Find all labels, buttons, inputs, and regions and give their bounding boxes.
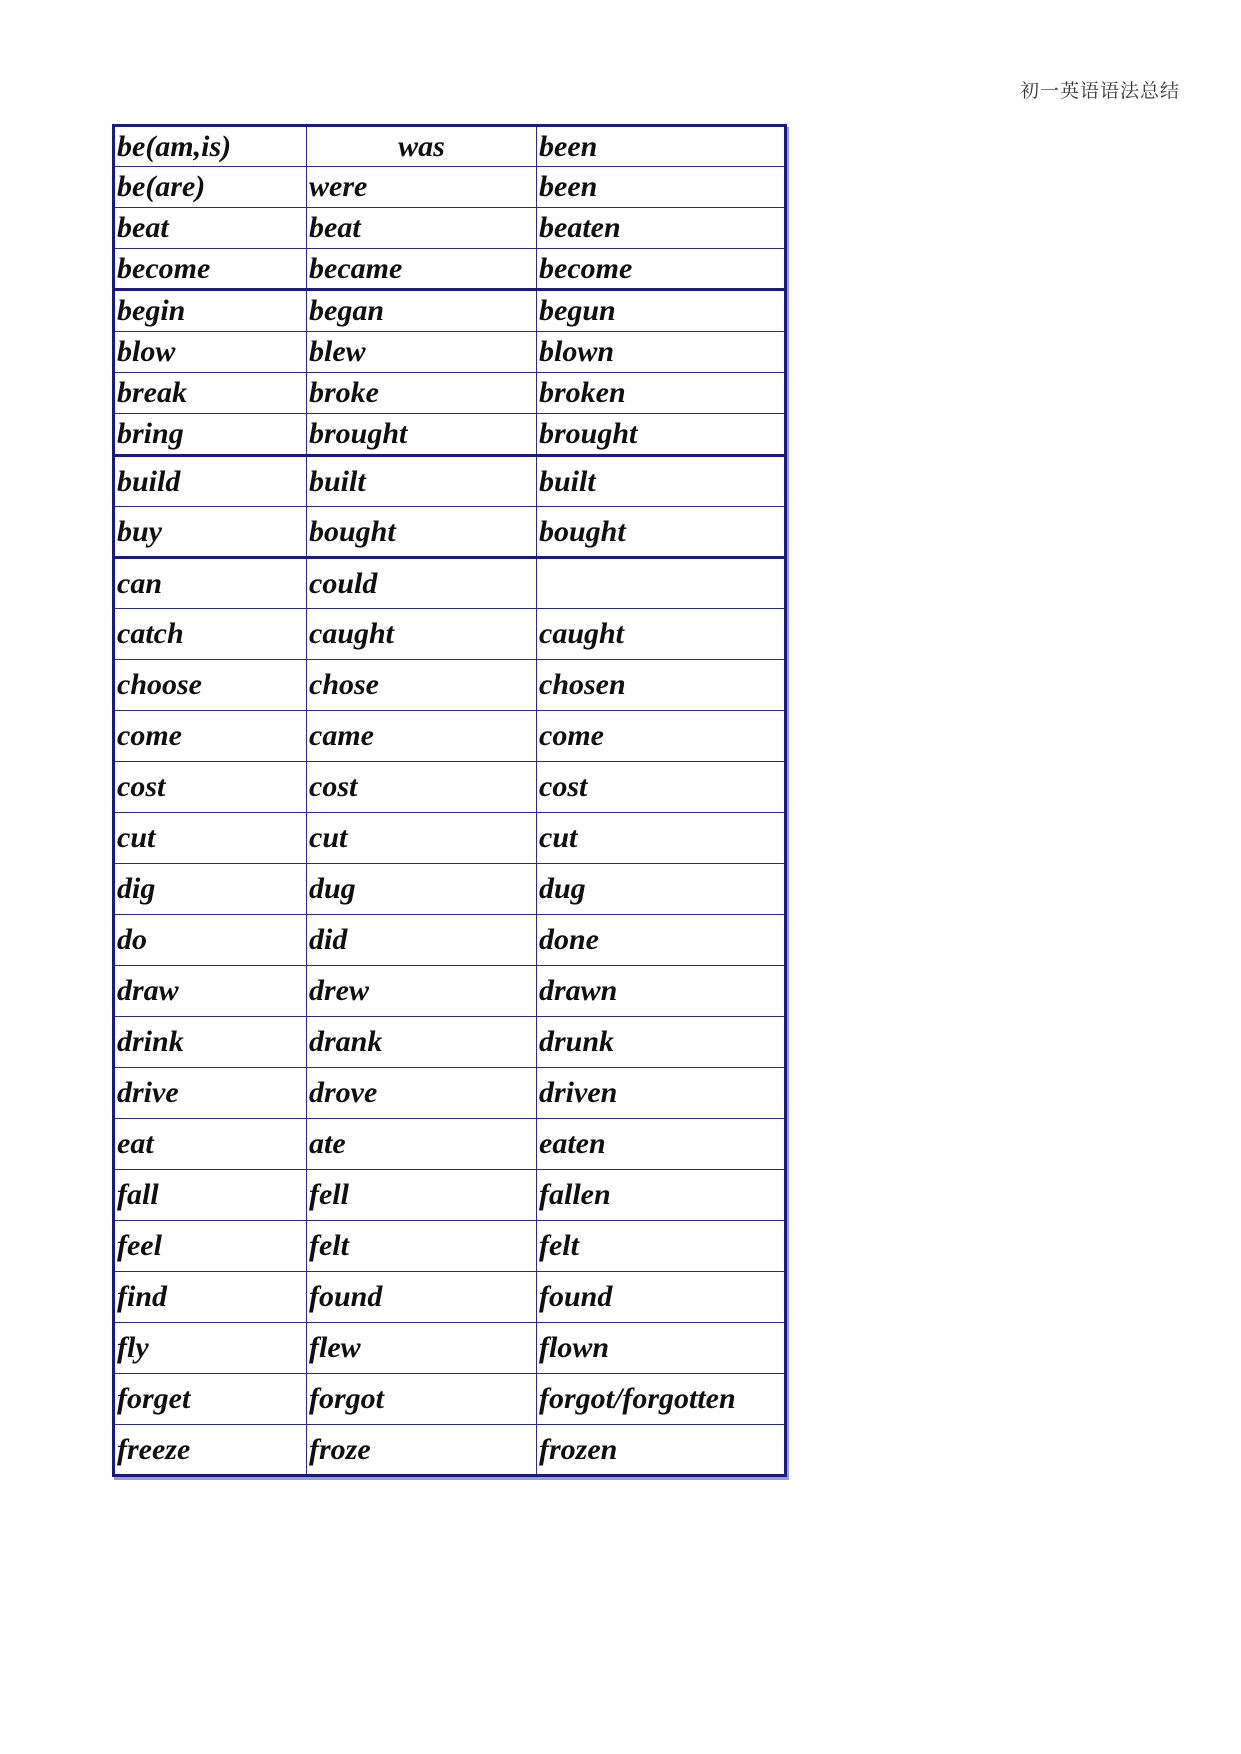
table-row: [114, 1425, 786, 1476]
past-participle-cell: caught: [537, 609, 786, 660]
table-row: [114, 1221, 786, 1272]
past-participle-cell: forgot/forgotten: [537, 1374, 786, 1425]
table-row: [114, 126, 786, 167]
table-row: [114, 1170, 786, 1221]
base-form-cell: build: [114, 456, 307, 507]
past-tense-cell: became: [307, 249, 537, 290]
base-form-cell: drink: [114, 1017, 307, 1068]
base-form-cell: draw: [114, 966, 307, 1017]
table-row: [114, 1374, 786, 1425]
past-participle-cell: become: [537, 249, 786, 290]
table-row: [114, 711, 786, 762]
past-participle-cell: eaten: [537, 1119, 786, 1170]
past-tense-cell: came: [307, 711, 537, 762]
base-form-cell: forget: [114, 1374, 307, 1425]
past-tense-cell: could: [307, 558, 537, 609]
past-tense-cell: were: [307, 167, 537, 208]
table-row: [114, 813, 786, 864]
base-form-cell: be(are): [114, 167, 307, 208]
past-participle-cell: chosen: [537, 660, 786, 711]
table-row: [114, 373, 786, 414]
table-row: [114, 290, 786, 332]
past-tense-cell: blew: [307, 332, 537, 373]
past-tense-cell: bought: [307, 507, 537, 558]
table-row: [114, 456, 786, 507]
base-form-cell: cost: [114, 762, 307, 813]
table-row: [114, 1017, 786, 1068]
base-form-cell: find: [114, 1272, 307, 1323]
table-row: [114, 208, 786, 249]
past-participle-cell: felt: [537, 1221, 786, 1272]
past-tense-cell: ate: [307, 1119, 537, 1170]
past-participle-cell: cost: [537, 762, 786, 813]
past-participle-cell: bought: [537, 507, 786, 558]
past-tense-cell: began: [307, 290, 537, 332]
past-participle-cell: dug: [537, 864, 786, 915]
past-participle-cell: begun: [537, 290, 786, 332]
table-row: [114, 1272, 786, 1323]
past-tense-cell: brought: [307, 414, 537, 456]
past-tense-cell: chose: [307, 660, 537, 711]
past-participle-cell: found: [537, 1272, 786, 1323]
past-tense-cell: drove: [307, 1068, 537, 1119]
base-form-cell: dig: [114, 864, 307, 915]
past-participle-cell: fallen: [537, 1170, 786, 1221]
past-tense-cell: was: [307, 126, 537, 167]
past-participle-cell: been: [537, 167, 786, 208]
past-participle-cell: driven: [537, 1068, 786, 1119]
table-row: [114, 864, 786, 915]
past-tense-cell: cut: [307, 813, 537, 864]
base-form-cell: break: [114, 373, 307, 414]
base-form-cell: freeze: [114, 1425, 307, 1476]
past-participle-cell: cut: [537, 813, 786, 864]
verb-table-body: [114, 126, 786, 1476]
base-form-cell: drive: [114, 1068, 307, 1119]
past-tense-cell: drank: [307, 1017, 537, 1068]
base-form-cell: fall: [114, 1170, 307, 1221]
table-row: [114, 414, 786, 456]
past-participle-cell: been: [537, 126, 786, 167]
base-form-cell: buy: [114, 507, 307, 558]
base-form-cell: beat: [114, 208, 307, 249]
table-row: [114, 1119, 786, 1170]
table-row: [114, 762, 786, 813]
past-tense-cell: dug: [307, 864, 537, 915]
base-form-cell: cut: [114, 813, 307, 864]
past-tense-cell: flew: [307, 1323, 537, 1374]
past-participle-cell: come: [537, 711, 786, 762]
base-form-cell: begin: [114, 290, 307, 332]
base-form-cell: fly: [114, 1323, 307, 1374]
table-row: [114, 915, 786, 966]
base-form-cell: catch: [114, 609, 307, 660]
base-form-cell: blow: [114, 332, 307, 373]
past-tense-cell: broke: [307, 373, 537, 414]
base-form-cell: feel: [114, 1221, 307, 1272]
past-tense-cell: beat: [307, 208, 537, 249]
past-participle-cell: frozen: [537, 1425, 786, 1476]
past-tense-cell: felt: [307, 1221, 537, 1272]
base-form-cell: be(am,is): [114, 126, 307, 167]
table-row: [114, 507, 786, 558]
past-participle-cell: brought: [537, 414, 786, 456]
base-form-cell: come: [114, 711, 307, 762]
past-participle-cell: blown: [537, 332, 786, 373]
past-participle-cell: built: [537, 456, 786, 507]
past-participle-cell: drunk: [537, 1017, 786, 1068]
base-form-cell: become: [114, 249, 307, 290]
past-tense-cell: found: [307, 1272, 537, 1323]
past-tense-cell: caught: [307, 609, 537, 660]
past-participle-cell: broken: [537, 373, 786, 414]
past-participle-cell: done: [537, 915, 786, 966]
base-form-cell: choose: [114, 660, 307, 711]
past-tense-cell: froze: [307, 1425, 537, 1476]
base-form-cell: bring: [114, 414, 307, 456]
past-participle-cell: flown: [537, 1323, 786, 1374]
past-tense-cell: fell: [307, 1170, 537, 1221]
table-row: [114, 660, 786, 711]
table-row: [114, 249, 786, 290]
past-tense-cell: cost: [307, 762, 537, 813]
past-tense-cell: did: [307, 915, 537, 966]
table-row: [114, 558, 786, 609]
base-form-cell: can: [114, 558, 307, 609]
past-participle-cell: [537, 558, 786, 609]
past-participle-cell: beaten: [537, 208, 786, 249]
page-header-title: 初一英语语法总结: [1019, 80, 1180, 102]
table-row: [114, 1323, 786, 1374]
table-row: [114, 167, 786, 208]
past-tense-cell: forgot: [307, 1374, 537, 1425]
table-row: [114, 332, 786, 373]
table-row: [114, 966, 786, 1017]
past-tense-cell: drew: [307, 966, 537, 1017]
table-row: [114, 609, 786, 660]
base-form-cell: do: [114, 915, 307, 966]
past-participle-cell: drawn: [537, 966, 786, 1017]
base-form-cell: eat: [114, 1119, 307, 1170]
table-row: [114, 1068, 786, 1119]
irregular-verb-table: [112, 124, 787, 1477]
past-tense-cell: built: [307, 456, 537, 507]
